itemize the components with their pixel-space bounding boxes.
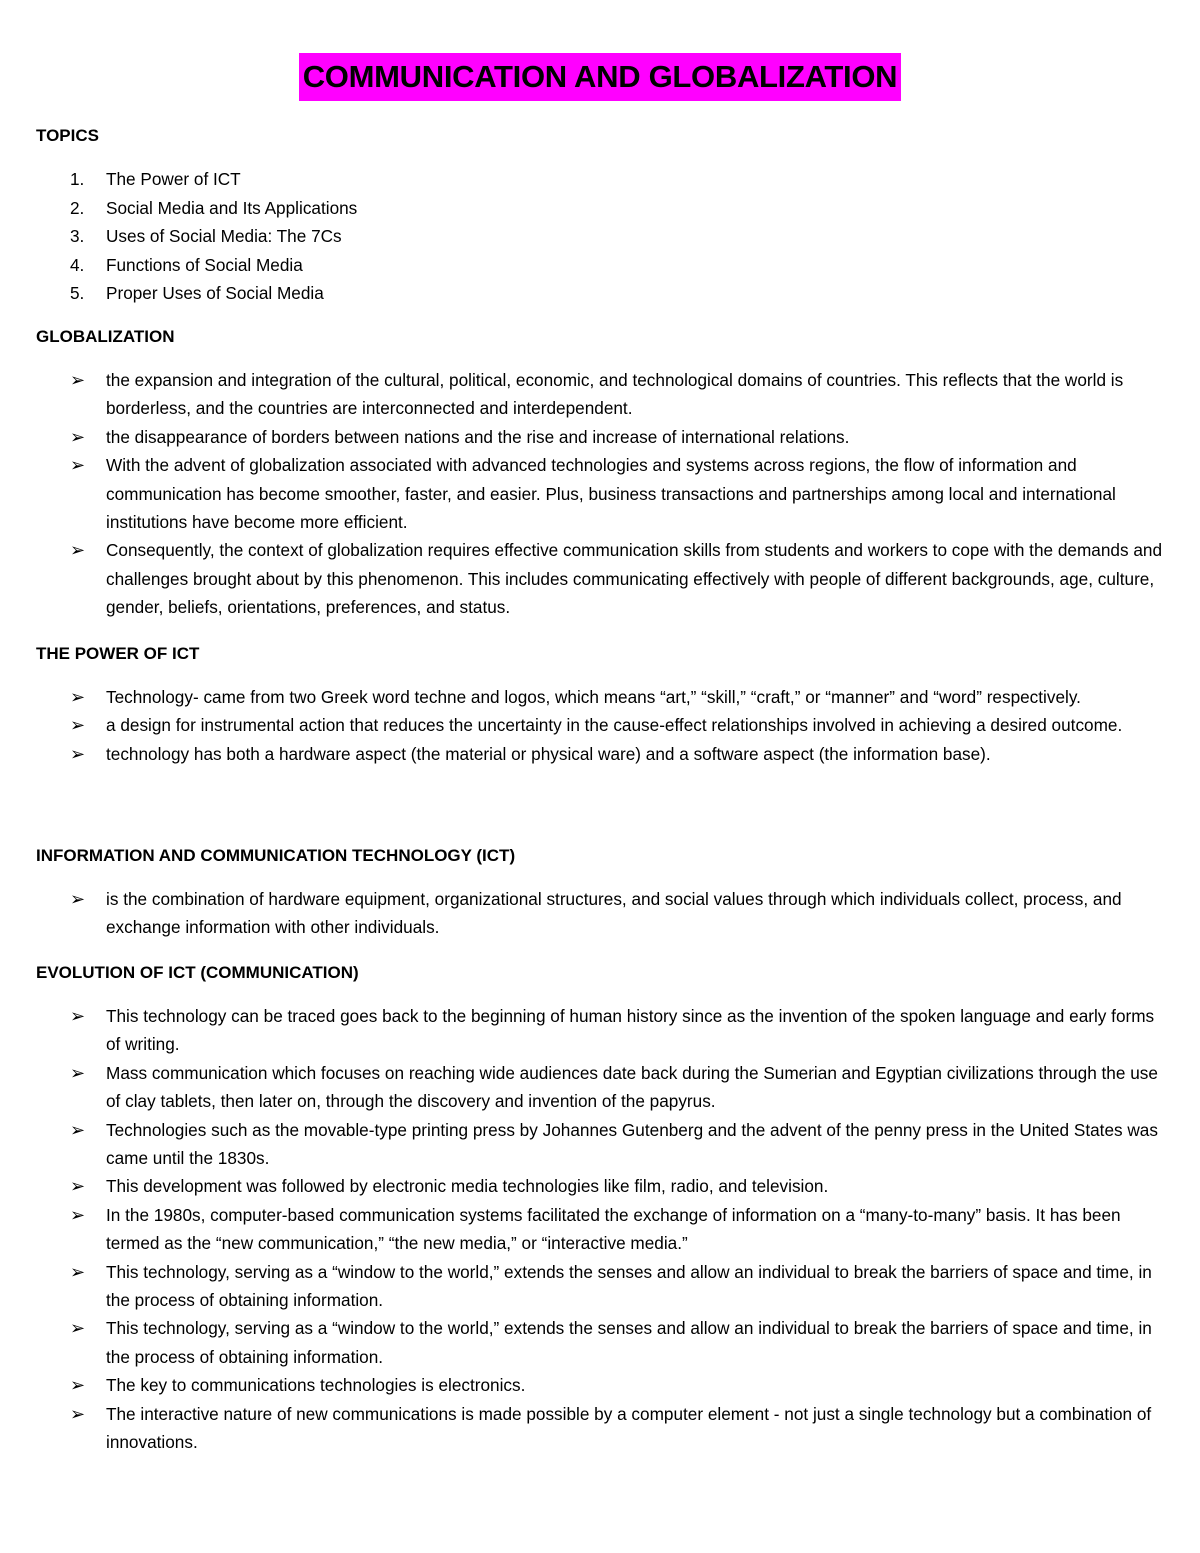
list-item	[36, 1314, 1166, 1371]
list-item-text: a design for instrumental action that reduces the uncertainty in the cause-effect relationships involved in achieving a desired outcome.	[106, 715, 1123, 736]
power-of-ict-list	[36, 683, 1166, 768]
topics-heading: TOPICS	[36, 126, 99, 145]
topics-list	[36, 165, 1166, 308]
arrow-bullet-icon: ➢	[70, 426, 86, 447]
evolution-list	[36, 1002, 1166, 1457]
arrow-bullet-icon: ➢	[70, 1176, 86, 1197]
arrow-bullet-icon: ➢	[70, 1375, 86, 1396]
list-item	[36, 1002, 1166, 1059]
list-item-text: the disappearance of borders between nations and the rise and increase of international relations.	[106, 426, 850, 447]
list-item	[36, 423, 1166, 451]
list-item-text: This technology, serving as a “window to the world,” extends the senses and allow an individual to break the barriers of space and time, in the process of obtaining information.	[106, 1261, 1152, 1311]
list-item-text: Uses of Social Media: The 7Cs	[106, 226, 342, 247]
title-container	[0, 53, 1200, 101]
arrow-bullet-icon: ➢	[70, 540, 86, 561]
list-item-text: Mass communication which focuses on reaching wide audiences date back during the Sumerian and Egyptian civilizations through the use of clay tablets, then later on, through the discovery and invention of the papyrus.	[106, 1062, 1158, 1112]
ict-section	[36, 845, 1166, 942]
document-title: COMMUNICATION AND GLOBALIZATION	[299, 53, 902, 101]
list-item	[36, 1201, 1166, 1258]
list-item	[36, 1116, 1166, 1173]
list-item-text: Functions of Social Media	[106, 254, 303, 275]
arrow-bullet-icon: ➢	[70, 1119, 86, 1140]
list-item-text: Technology- came from two Greek word techne and logos, which means “art,” “skill,” “craft,” or “manner” and “word” respectively.	[106, 687, 1081, 707]
ict-list	[36, 885, 1166, 942]
evolution-section	[36, 962, 1166, 1457]
power-of-ict-section	[36, 643, 1166, 768]
list-item	[36, 194, 1166, 223]
list-number: 2.	[70, 197, 85, 218]
list-item	[36, 885, 1166, 942]
ict-heading: INFORMATION AND COMMUNICATION TECHNOLOGY (ICT)	[36, 846, 516, 865]
list-item-text: Proper Uses of Social Media	[106, 283, 324, 304]
arrow-bullet-icon: ➢	[70, 1204, 86, 1225]
arrow-bullet-icon: ➢	[70, 889, 86, 909]
arrow-bullet-icon: ➢	[70, 743, 86, 764]
list-item-text: is the combination of hardware equipment, organizational structures, and social values through which individuals collect, process, and exchange information with other individuals.	[106, 889, 1122, 938]
list-item	[36, 740, 1166, 768]
list-item	[36, 1172, 1166, 1200]
list-number: 3.	[70, 226, 85, 247]
arrow-bullet-icon: ➢	[70, 1006, 86, 1026]
list-item-text: The interactive nature of new communications is made possible by a computer element - not just a single technology but a combination of innovations.	[106, 1403, 1152, 1453]
list-item-text: technology has both a hardware aspect (the material or physical ware) and a software aspect (the information base).	[106, 743, 991, 764]
list-item	[36, 366, 1166, 423]
power-of-ict-heading: THE POWER OF ICT	[36, 644, 200, 663]
arrow-bullet-icon: ➢	[70, 455, 86, 476]
arrow-bullet-icon: ➢	[70, 1403, 86, 1424]
list-item	[36, 1258, 1166, 1315]
list-item-text: In the 1980s, computer-based communication systems facilitated the exchange of information on a “many-to-many” basis. It has been termed as the “new communication,” “the new media,” or “interactive media.”	[106, 1204, 1121, 1254]
list-item	[36, 1059, 1166, 1116]
list-item-text: This technology, serving as a “window to the world,” extends the senses and allow an individual to break the barriers of space and time, in the process of obtaining information.	[106, 1318, 1152, 1367]
evolution-heading: EVOLUTION OF ICT (COMMUNICATION)	[36, 963, 359, 982]
topics-section	[36, 125, 1166, 308]
arrow-bullet-icon: ➢	[70, 370, 86, 390]
globalization-list	[36, 366, 1166, 622]
globalization-section	[36, 326, 1166, 622]
arrow-bullet-icon: ➢	[70, 1261, 86, 1282]
globalization-heading: GLOBALIZATION	[36, 327, 175, 346]
list-item	[36, 251, 1166, 280]
list-item	[36, 1400, 1166, 1457]
arrow-bullet-icon: ➢	[70, 1062, 86, 1083]
list-item	[36, 222, 1166, 251]
list-number: 1.	[70, 169, 85, 189]
arrow-bullet-icon: ➢	[70, 1318, 86, 1339]
list-item-text: This development was followed by electronic media technologies like film, radio, and television.	[106, 1176, 829, 1197]
list-item	[36, 1371, 1166, 1399]
arrow-bullet-icon: ➢	[70, 715, 86, 736]
list-item	[36, 279, 1166, 308]
list-item	[36, 711, 1166, 739]
list-item	[36, 165, 1166, 194]
list-item-text: The key to communications technologies is electronics.	[106, 1375, 526, 1396]
list-item	[36, 683, 1166, 711]
list-item-text: This technology can be traced goes back to the beginning of human history since as the invention of the spoken language and early forms of writing.	[106, 1006, 1155, 1055]
arrow-bullet-icon: ➢	[70, 687, 86, 707]
list-number: 4.	[70, 254, 85, 275]
list-item-text: the expansion and integration of the cultural, political, economic, and technological domains of countries. This reflects that the world is borderless, and the countries are interconnected and interdependent.	[106, 370, 1124, 419]
list-item	[36, 536, 1166, 621]
list-item-text: Consequently, the context of globalization requires effective communication skills from students and workers to cope with the demands and challenges brought about by this phenomenon. This includes communicating effectively with people of different backgrounds, age, culture, gender, beliefs, orientations, preferences, and status.	[106, 540, 1163, 618]
list-item-text: The Power of ICT	[106, 169, 241, 189]
list-item-text: With the advent of globalization associated with advanced technologies and systems across regions, the flow of information and communication has become smoother, faster, and easier. Plus, business transactions and partnerships among local and international institutions have become more efficient.	[106, 455, 1116, 533]
list-number: 5.	[70, 283, 85, 304]
list-item	[36, 451, 1166, 536]
list-item-text: Technologies such as the movable-type printing press by Johannes Gutenberg and the advent of the penny press in the United States was came until the 1830s.	[106, 1119, 1158, 1169]
list-item-text: Social Media and Its Applications	[106, 197, 358, 218]
